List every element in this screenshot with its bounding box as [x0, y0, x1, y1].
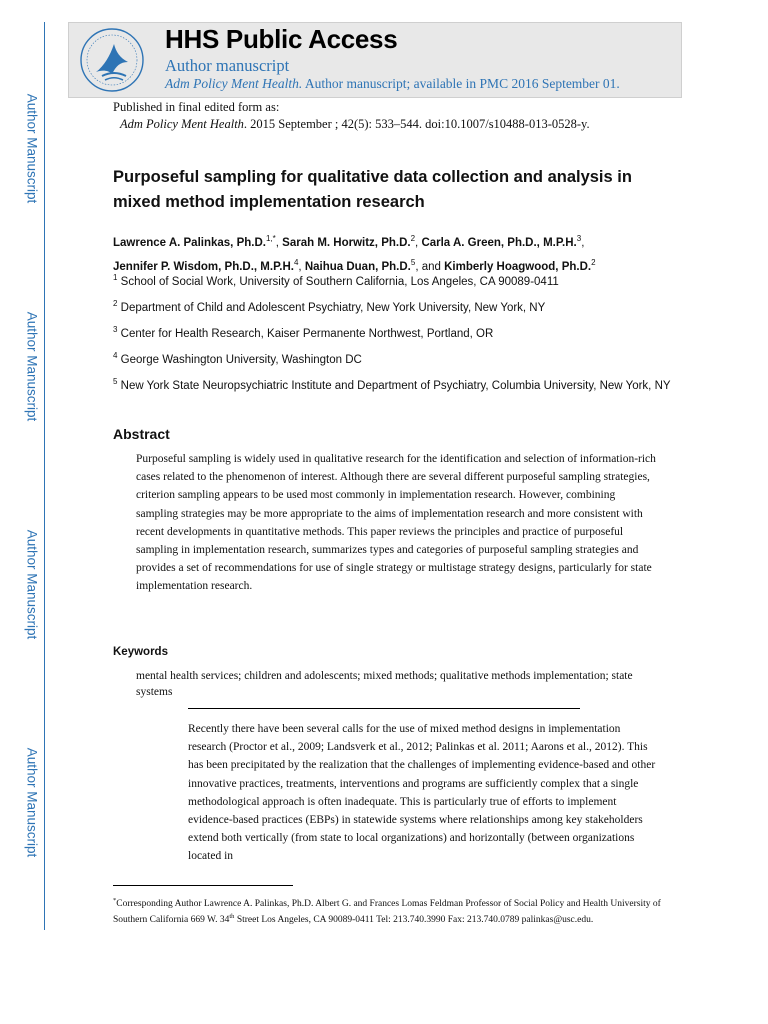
corresponding-author-footnote: *Corresponding Author Lawrence A. Palinkas, Ph.D. Albert G. and Frances Lomas Feldman Professor of Social Policy and Health University of Southern California 669 W. 34th Street Los Angeles, CA 90089-0411 Tel: 213.740.3990 Fax: 213.740.0789 palinkas@usc.edu.	[113, 897, 661, 925]
author-name: Sarah M. Horwitz, Ph.D.	[282, 236, 411, 249]
citation-line: Adm Policy Ment Health. 2015 September ; 42(5): 533–544. doi:10.1007/s10488-013-0528-y.	[120, 117, 590, 131]
published-label: Published in final edited form as:	[113, 100, 280, 114]
hhs-public-access-title: HHS Public Access	[165, 24, 398, 54]
author-manuscript-label-3: Author Manuscript	[24, 529, 40, 639]
affiliation-1: $^1$ School of Social Work, University of Southern California, Los Angeles, CA 90089-0411	[113, 273, 559, 288]
margin-rule	[44, 22, 45, 930]
section-divider	[188, 708, 580, 709]
author-list: Lawrence A. Palinkas, Ph.D.$^{1,*}$, Sarah M. Horwitz, Ph.D.$^2$, Carla A. Green, Ph.D., M.P.H.$^3$, Jennifer P. Wisdom, Ph.D., M.P.H.$^4$, Naihua Duan, Ph.D.$^5$, and Kimberly Hoagwood, Ph.D.$^2$	[113, 234, 596, 273]
author-manuscript-subtitle: Author manuscript	[165, 56, 290, 75]
affiliation-2: $^2$ Department of Child and Adolescent Psychiatry, New York University, New York, NY	[113, 299, 546, 314]
author-name: Jennifer P. Wisdom, Ph.D., M.P.H.	[113, 260, 294, 273]
affiliation-4: $^4$ George Washington University, Washington DC	[113, 351, 362, 366]
author-name: Naihua Duan, Ph.D.	[304, 260, 411, 273]
footnote-divider	[113, 885, 293, 886]
abstract-text: Purposeful sampling is widely used in qualitative research for the identification and selection of information-rich cases related to the phenomenon of interest. Although there are several different purposeful sampling strategies, criterion sampling appears to be used most commonly in implementation research. However, combining sampling strategies may be more appropriate to the aims of implementation research and more consistent with recent developments in quantitative methods. This paper reviews the principles and practice of purposeful sampling in implementation research, summarizes types and categories of purposeful sampling strategies and provides a set of recommendations for use of single strategy or multistage strategy designs, particularly for state implementation research.	[136, 453, 656, 593]
keywords-text: mental health services; children and adolescents; mixed methods; qualitative methods implementation; state systems	[136, 670, 633, 698]
paper-title: Purposeful sampling for qualitative data collection and analysis in mixed method implementation research	[113, 168, 632, 211]
author-manuscript-label-1: Author Manuscript	[24, 93, 40, 203]
affiliation-5: $^5$ New York State Neuropsychiatric Institute and Department of Psychiatry, Columbia University, New York, NY	[113, 377, 671, 392]
keywords-heading: Keywords	[113, 646, 168, 658]
author-name: Lawrence A. Palinkas, Ph.D.	[113, 236, 266, 249]
availability-line: Adm Policy Ment Health. Author manuscript; available in PMC 2016 September 01.	[165, 76, 620, 91]
author-name: Kimberly Hoagwood, Ph.D.	[444, 260, 592, 273]
author-manuscript-label-2: Author Manuscript	[24, 311, 40, 421]
hhs-eagle-seal-icon	[78, 26, 146, 94]
journal-name: Adm Policy Ment Health.	[165, 76, 303, 91]
author-name: Carla A. Green, Ph.D., M.P.H.	[421, 236, 577, 249]
author-manuscript-label-4: Author Manuscript	[24, 747, 40, 857]
affiliation-3: $^3$ Center for Health Research, Kaiser Permanente Northwest, Portland, OR	[113, 325, 494, 340]
body-paragraph: Recently there have been several calls for the use of mixed method designs in implementation research (Proctor et al., 2009; Landsverk et al., 2012; Palinkas et al. 2011; Aarons et al., 2012). This has been precipitated by the realization that the challenges of implementing evidence-based and other innovative practices, treatments, interventions and programs are sufficiently complex that a single methodological approach is often inadequate. This is particularly true of efforts to implement evidence-based practices (EBPs) in statewide systems where relationships among key stakeholders extend both vertically (from state to local organizations) and horizontally (between organizations located in	[188, 723, 656, 863]
abstract-heading: Abstract	[113, 426, 170, 442]
